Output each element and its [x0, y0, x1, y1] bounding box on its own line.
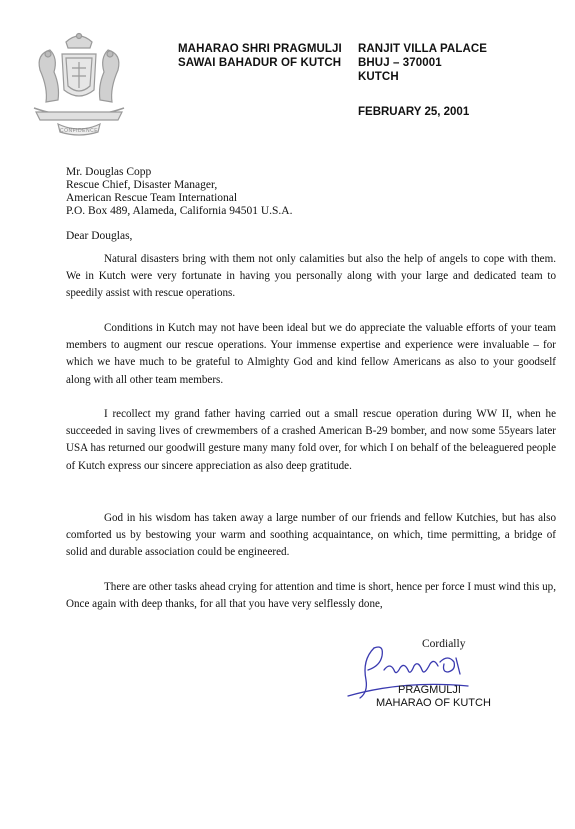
body-paragraph-5: There are other tasks ahead crying for attention and time is short, hence per force I must wind this up, Once again with deep thanks, for all that you have very selflessly done,	[66, 581, 556, 611]
letterhead-name-block	[178, 42, 342, 70]
body-paragraph-4: God in his wisdom has taken away a large number of our friends and fellow Kutchies, but has also comforted us by bestowing your warm and soothing acquaintance, on which, time permitting, a bridge of solid and durable association could be engineered.	[66, 512, 556, 559]
salutation: Dear Douglas,	[66, 230, 133, 242]
letterhead-address-block	[358, 42, 487, 84]
recipient-address	[66, 166, 292, 218]
letterhead-name-line1: MAHARAO SHRI PRAGMULJI	[178, 43, 342, 55]
body-paragraph-3: I recollect my grand father having carried out a small rescue operation during WW II, when he succeeded in saving lives of crewmembers of a crashed American B-29 bomber, and now some 55years later USA has returned our goodwill gesture many many fold over, for which I on behalf of the beleaguered people of Kutch express our sincere appreciation as also deep gratitude.	[66, 408, 556, 472]
signatory-block	[376, 684, 491, 710]
crest-motto: CONFIDENCE	[59, 128, 99, 134]
recipient-line2: Rescue Chief, Disaster Manager,	[66, 179, 218, 191]
letterhead-address-line1: RANJIT VILLA PALACE	[358, 43, 488, 55]
signatory-title: MAHARAO OF KUTCH	[376, 697, 491, 709]
recipient-line1: Mr. Douglas Copp	[66, 166, 152, 178]
closing-text: Cordially	[422, 638, 466, 650]
letterhead-address-line3: KUTCH	[358, 71, 399, 83]
letter-date: FEBRUARY 25, 2001	[358, 106, 470, 118]
recipient-line4: P.O. Box 489, Alameda, California 94501 U.S.A.	[66, 205, 293, 217]
recipient-line3: American Rescue Team International	[66, 192, 238, 204]
letterhead-name-line2: SAWAI BAHADUR OF KUTCH	[178, 57, 342, 69]
letterhead-address-line2: BHUJ – 370001	[358, 57, 442, 69]
royal-crest-logo	[28, 28, 130, 140]
body-paragraph-2: Conditions in Kutch may not have been ideal but we do appreciate the valuable efforts of your team members to augment our rescue operations. Your immense expertise and experience were invaluable – for which we have much to be grateful to Almighty God and kind fellow Americans as also to your goodself along with all other team members.	[66, 322, 556, 386]
body-paragraph-1: Natural disasters bring with them not only calamities but also the help of angels to cope with them. We in Kutch were very fortunate in having you personally along with your large and dedicated team to speedily assist with rescue operations.	[66, 253, 556, 300]
signatory-name: PRAGMULJI	[398, 684, 461, 696]
